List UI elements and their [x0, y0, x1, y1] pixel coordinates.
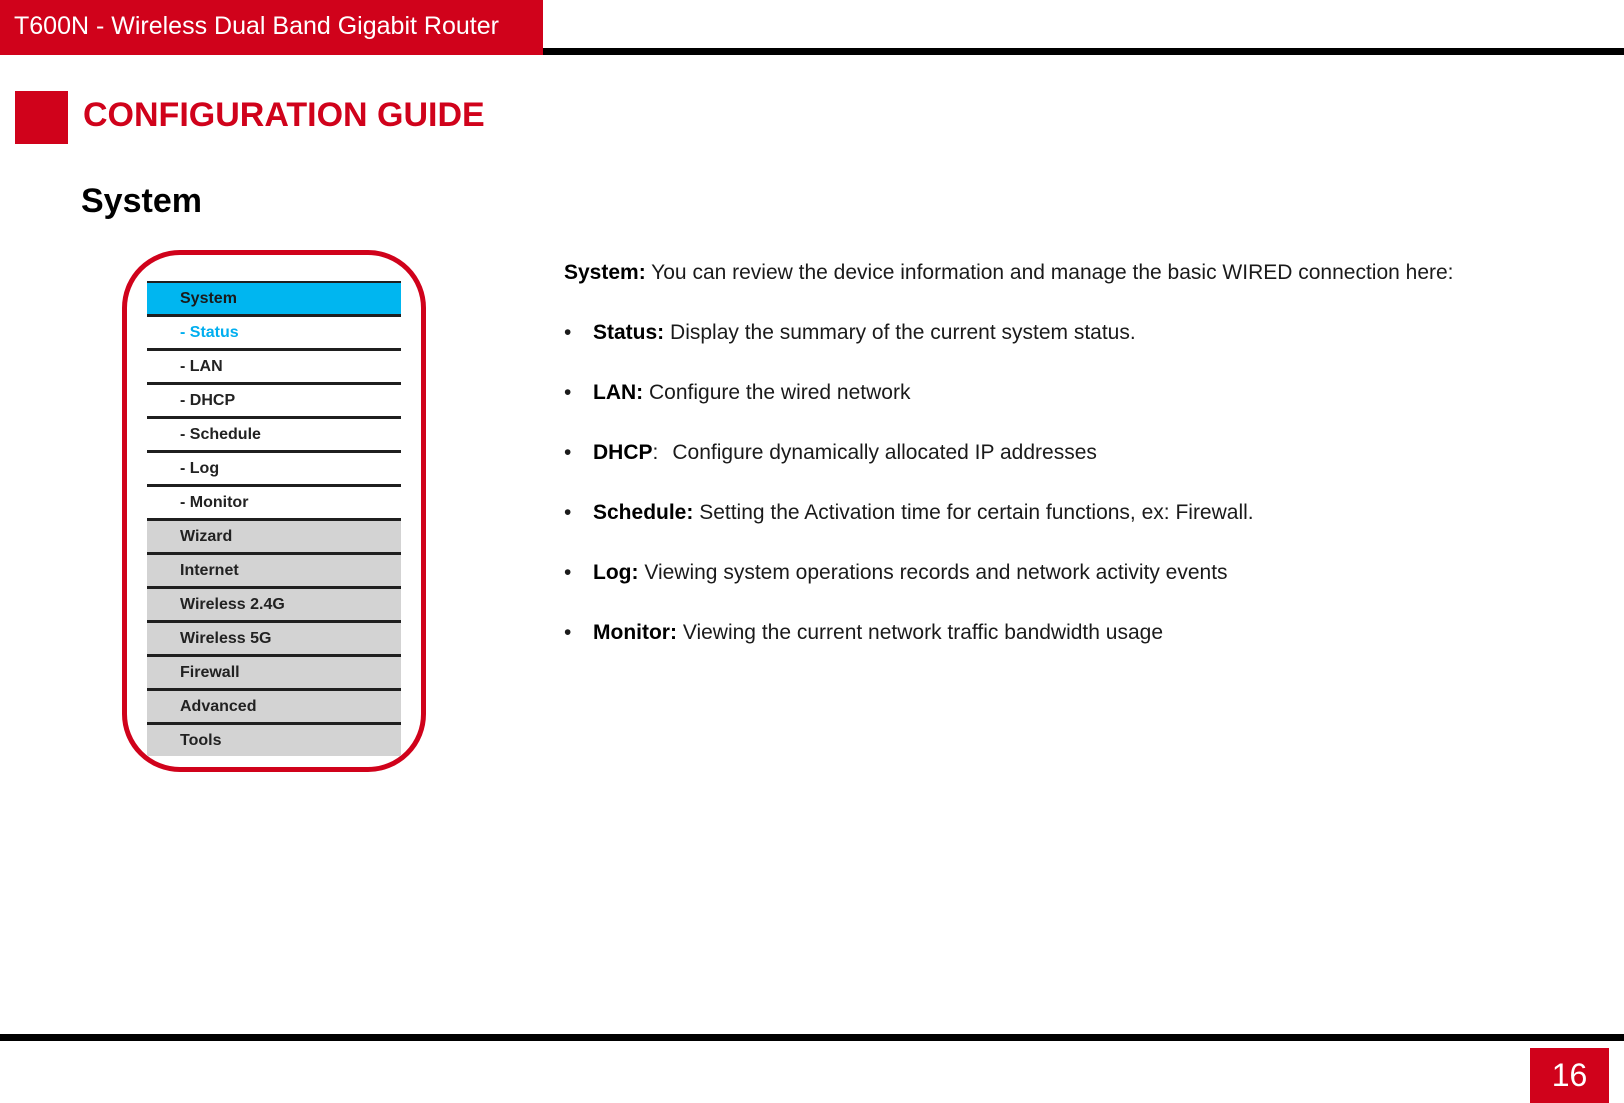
item-term: Schedule: [593, 501, 694, 524]
feature-list [564, 318, 1604, 648]
item-text: Display the summary of the current system status. [670, 321, 1136, 344]
menu-subitem-schedule[interactable]: - Schedule [147, 419, 401, 453]
item-term: Monitor: [593, 621, 677, 644]
item-term: Log: [593, 561, 639, 584]
guide-marker [15, 91, 68, 144]
menu-subitem-dhcp[interactable]: - DHCP [147, 385, 401, 419]
menu-subitem-log[interactable]: - Log [147, 453, 401, 487]
item-text: Viewing system operations records and network activity events [644, 561, 1228, 584]
item-separator: : [652, 441, 659, 464]
menu-item-tools[interactable]: Tools [147, 725, 401, 756]
menu-subitem-status[interactable]: - Status [147, 317, 401, 351]
bullet-icon: • [564, 441, 572, 464]
menu-item-internet[interactable]: Internet [147, 555, 401, 589]
menu-item-system[interactable]: System [147, 281, 401, 317]
footer-rule [0, 1034, 1624, 1041]
list-item-status [564, 318, 1604, 348]
bullet-icon: • [564, 381, 572, 404]
item-term: LAN: [593, 381, 644, 404]
item-text: Configure the wired network [649, 381, 911, 404]
bullet-icon: • [564, 501, 572, 524]
menu-item-advanced[interactable]: Advanced [147, 691, 401, 725]
list-item-dhcp [564, 438, 1604, 468]
page-number: 16 [1530, 1048, 1609, 1103]
item-term: Status: [593, 321, 665, 344]
item-term: DHCP [593, 441, 653, 464]
list-item-schedule [564, 498, 1604, 528]
intro-paragraph [564, 258, 1604, 288]
list-item-lan [564, 378, 1604, 408]
system-description [564, 258, 1604, 648]
bullet-icon: • [564, 561, 572, 584]
guide-title: CONFIGURATION GUIDE [83, 96, 485, 134]
bullet-icon: • [564, 321, 572, 344]
menu-subitem-lan[interactable]: - LAN [147, 351, 401, 385]
menu-subitem-monitor[interactable]: - Monitor [147, 487, 401, 521]
list-item-monitor [564, 618, 1604, 648]
menu-item-firewall[interactable]: Firewall [147, 657, 401, 691]
item-text: Setting the Activation time for certain functions, ex: Firewall. [699, 501, 1254, 524]
item-text: Configure dynamically allocated IP addresses [672, 441, 1097, 464]
menu-item-wireless-24g[interactable]: Wireless 2.4G [147, 589, 401, 623]
document-title-tab: T600N - Wireless Dual Band Gigabit Router [0, 0, 543, 55]
section-title: System [81, 182, 202, 220]
menu-item-wireless-5g[interactable]: Wireless 5G [147, 623, 401, 657]
intro-text: You can review the device information and manage the basic WIRED connection here: [651, 261, 1454, 284]
header-rule [543, 48, 1624, 55]
item-text: Viewing the current network traffic bandwidth usage [682, 621, 1163, 644]
menu-item-wizard[interactable]: Wizard [147, 521, 401, 555]
router-menu-screenshot [147, 281, 401, 756]
bullet-icon: • [564, 621, 572, 644]
list-item-log [564, 558, 1604, 588]
intro-term: System: [564, 261, 646, 284]
